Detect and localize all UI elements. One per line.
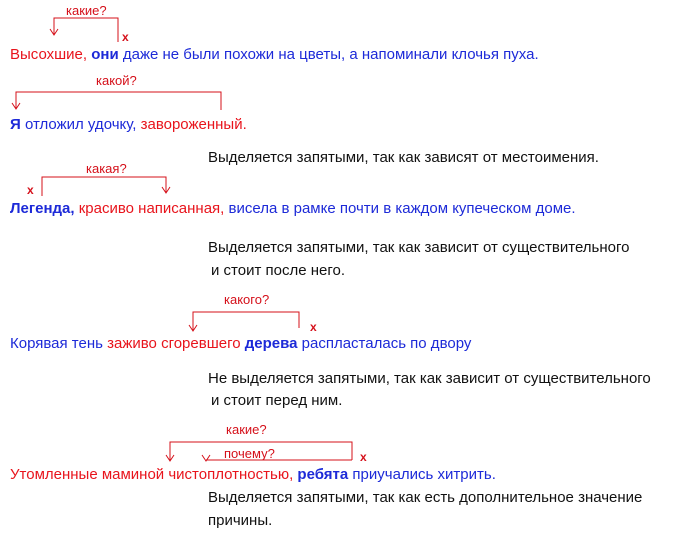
explanation-note: Выделяется запятыми, так как зависят от местоимения. — [208, 149, 599, 166]
cross-mark: х — [360, 450, 367, 464]
sentence-1 — [10, 46, 539, 64]
noun-word: дерева — [244, 335, 298, 352]
question-label: какого? — [224, 292, 270, 307]
sentence-3 — [10, 200, 576, 218]
pronoun-word: они — [91, 46, 119, 63]
cross-mark: х — [122, 30, 129, 44]
participle-word: завороженный. — [140, 116, 247, 133]
sentence-start: Корявая тень — [10, 335, 103, 352]
sentence-rest: висела в рамке почти в каждом купеческом доме. — [228, 200, 576, 217]
explanation-note-line1: Выделяется запятыми, так как есть дополнительное значение — [208, 489, 643, 506]
sentence-rest: даже не были похожи на цветы, а напоминали клочья пуха. — [122, 46, 539, 63]
pronoun-word: Я — [10, 116, 21, 133]
question-label: какие? — [66, 3, 107, 18]
explanation-note-line1: Не выделяется запятыми, так как зависит от существительного — [208, 370, 651, 387]
explanation-note-line2: и стоит после него. — [211, 262, 346, 279]
participle-phrase: заживо сгоревшего — [107, 335, 241, 352]
sentence-rest: отложил удочку, — [24, 116, 137, 133]
arrow-s2 — [12, 92, 221, 110]
participle-phrase: Утомленные маминой чистоплотностью, — [10, 466, 294, 483]
noun-word: ребята — [297, 466, 349, 483]
arrow-s1 — [50, 18, 118, 42]
noun-word: Легенда, — [10, 200, 75, 217]
cross-mark: х — [27, 183, 34, 197]
explanation-note-line2: и стоит перед ним. — [211, 392, 343, 409]
sentence-2 — [10, 116, 247, 134]
sentence-rest: распласталась по двору — [301, 335, 472, 352]
cross-mark: х — [310, 320, 317, 334]
participle-phrase: красиво написанная, — [78, 200, 225, 217]
question-label: какие? — [226, 422, 267, 437]
explanation-note-line1: Выделяется запятыми, так как зависит от существительного — [208, 239, 630, 256]
arrow-s3 — [42, 177, 170, 196]
participle-word: Высохшие, — [10, 46, 88, 63]
explanation-note-line2: причины. — [208, 512, 273, 529]
question-label: какой? — [96, 73, 137, 88]
question-label: какая? — [86, 161, 127, 176]
question-label: почему? — [224, 446, 275, 461]
arrow-s4 — [189, 312, 299, 331]
sentence-rest: приучались хитрить. — [352, 466, 496, 483]
sentence-5 — [10, 466, 496, 484]
sentence-4 — [10, 335, 471, 353]
